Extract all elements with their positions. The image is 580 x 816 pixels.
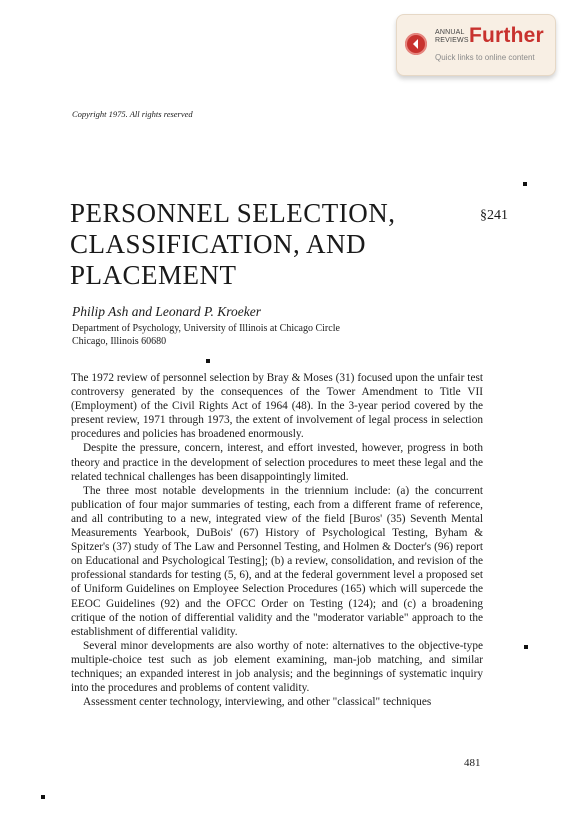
paragraph: Several minor developments are also worthy of note: alternatives to the objective-type multiple-choice test such as job element examining, man-job matching, and similar techniques; an expanded interest in job analysis; and the beginnings of systematic inquiry into the procedures and problems of content validity.: [71, 639, 483, 695]
annual-reviews-further-badge[interactable]: [396, 14, 556, 76]
section-number: §241: [480, 208, 508, 223]
affiliation-location: Chicago, Illinois 60680: [72, 335, 167, 347]
paragraph: The three most notable developments in the triennium include: (a) the concurrent publication of four major summaries of testing, each from a different frame of reference, and all contributing to a new, integrated view of the field [Buros' (35) Seventh Mental Measurements Yearbook, DuBois' (67) History of Psychological Testing, Byham & Spitzer's (37) study of The Law and Personnel Testing, and Holmen & Docter's (96) report on Educational and Psychological Testing]; (b) a review, consolidation, and revision of the professional standards for testing (5, 6), and at the federal government level a proposed set of Uniform Guidelines on Employee Selection Procedures (165) which will supercede the EEOC Guidelines (92) and the OFCC Order on Testing (124); and (c) a broadening critique of the notion of differential validity and the "moderator variable" approach to the establishment of differential validity.: [71, 484, 483, 638]
back-arrow-icon: [405, 33, 427, 55]
page-number: 481: [464, 757, 481, 769]
paragraph: Assessment center technology, interviewing, and other "classical" techniques: [83, 696, 432, 709]
scan-mark: [206, 359, 210, 363]
article-body: [71, 371, 483, 709]
affiliation: [72, 323, 340, 348]
scan-mark: [524, 645, 528, 649]
scan-mark: [41, 795, 45, 799]
scan-mark: [523, 182, 527, 186]
further-label: Further: [469, 24, 544, 47]
authors: Philip Ash and Leonard P. Kroeker: [72, 304, 261, 319]
article-title: PERSONNEL SELECTION, CLASSIFICATION, AND PLACEMENT: [70, 198, 396, 290]
affiliation-department: Department of Psychology, University of Illinois at Chicago Circle: [72, 323, 340, 334]
annual-reviews-label: ANNUAL REVIEWS: [435, 29, 469, 44]
paragraph: The 1972 review of personnel selection by Bray & Moses (31) focused upon the unfair test controversy generated by the consequences of the Tower Amendment to Title VII (Employment) of the Civil Rights Act of 1964 (48). In the 3-year period covered by the present review, 1971 through 1973, the extent of involvement of legal process in selection procedures and policies has broadened enormously.: [71, 372, 483, 441]
paragraph: Despite the pressure, concern, interest, and effort invested, however, progress in both theory and practice in the development of selection procedures to meet these legal and the related technical challenges has been disappointingly limited.: [71, 442, 483, 483]
quick-links-label: Quick links to online content: [435, 53, 535, 62]
copyright-notice: Copyright 1975. All rights reserved: [72, 109, 193, 119]
